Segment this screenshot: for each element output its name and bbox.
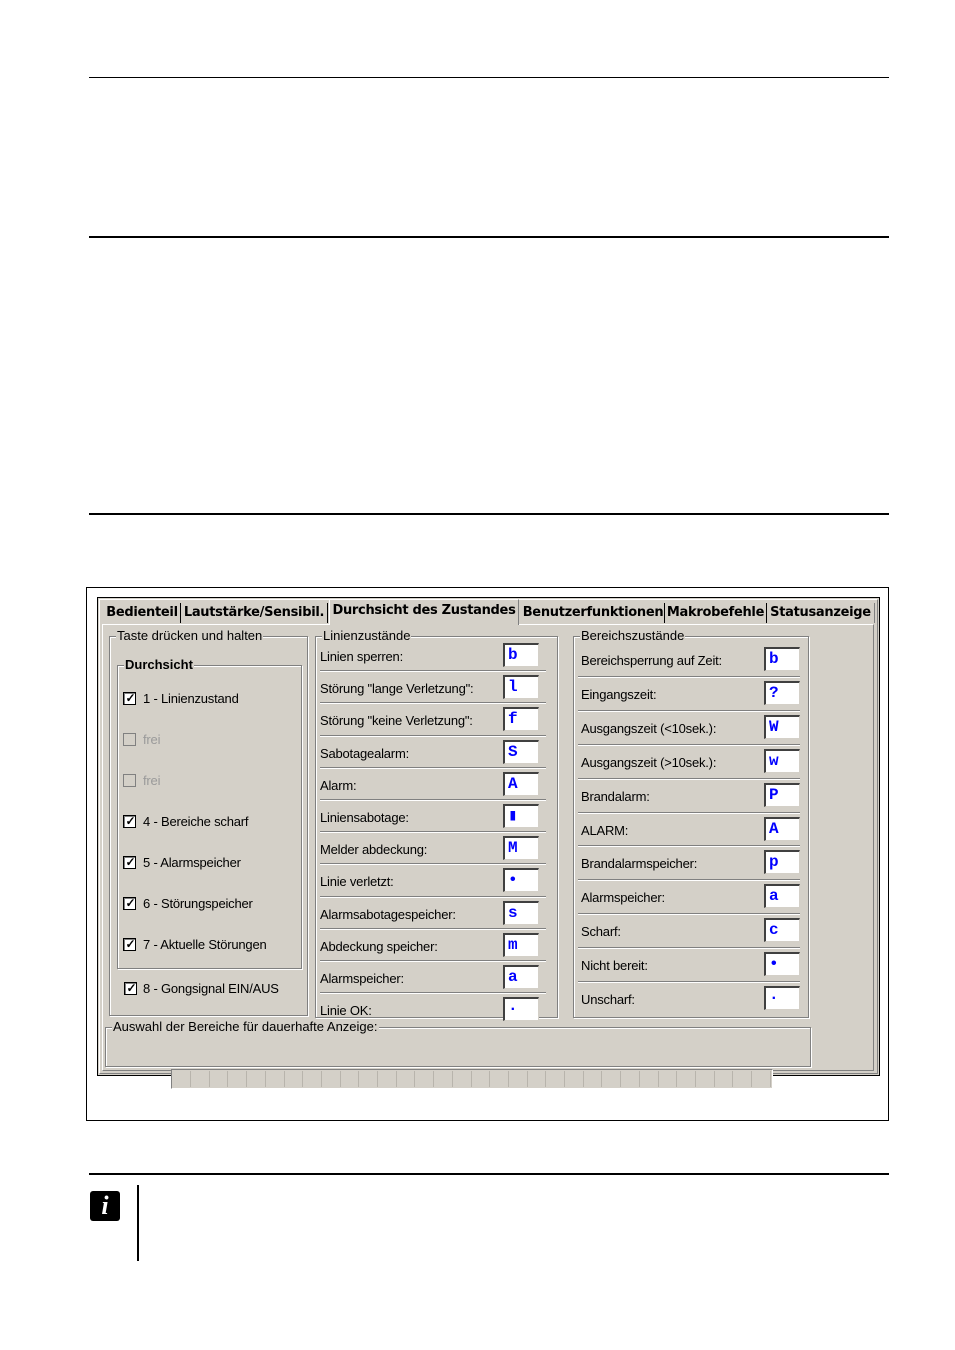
- checkbox-durchsicht-label: 1 - Linienzustand: [143, 691, 239, 706]
- group-durchsicht: [117, 657, 302, 969]
- status-symbol-field[interactable]: ▮: [503, 804, 539, 828]
- row-separator: [320, 799, 546, 801]
- bereich-cell[interactable]: [697, 1071, 715, 1087]
- status-symbol-field[interactable]: b: [764, 647, 800, 671]
- status-label: Ausgangszeit (>10sek.):: [581, 754, 717, 770]
- bereich-cell[interactable]: [622, 1071, 640, 1087]
- status-label: Bereichsperrung auf Zeit:: [581, 653, 722, 668]
- status-label: Störung "lange Verletzung":: [320, 681, 474, 697]
- bereich-cell[interactable]: [248, 1071, 266, 1087]
- group-taste: [109, 628, 308, 1016]
- bereich-cell[interactable]: [603, 1071, 621, 1087]
- bereich-cell[interactable]: [192, 1071, 210, 1087]
- header-rule: [89, 77, 889, 78]
- group-bereichszustaende-label: Bereichszustände: [581, 628, 685, 643]
- row-separator: [578, 879, 800, 881]
- row-separator: [578, 676, 800, 678]
- status-symbol-field[interactable]: ·: [764, 986, 800, 1010]
- checkbox-durchsicht-label: 7 - Aktuelle Störungen: [143, 937, 267, 952]
- status-symbol-field[interactable]: M: [503, 836, 539, 860]
- bereich-cell[interactable]: [715, 1071, 733, 1087]
- bereich-cell[interactable]: [659, 1071, 677, 1087]
- status-label: Störung "keine Verletzung":: [320, 713, 473, 729]
- row-separator: [320, 831, 546, 833]
- status-label: Scharf:: [581, 924, 621, 940]
- status-label: Linie OK:: [320, 1003, 372, 1019]
- status-label: Eingangszeit:: [581, 686, 657, 702]
- row-separator: [578, 947, 800, 949]
- row-separator: [320, 928, 546, 930]
- checkbox-durchsicht[interactable]: [123, 897, 136, 910]
- checkbox-durchsicht-label: 5 - Alarmspeicher: [143, 855, 241, 870]
- status-label: Melder abdeckung:: [320, 842, 428, 858]
- checkbox-durchsicht[interactable]: [123, 938, 136, 951]
- bereich-cell[interactable]: [472, 1071, 490, 1087]
- row-separator: [578, 812, 800, 814]
- status-symbol-field[interactable]: S: [503, 740, 539, 764]
- note-vertical-line: [137, 1185, 139, 1261]
- checkbox-durchsicht-label: 6 - Störungspeicher: [143, 896, 253, 911]
- bereich-cell[interactable]: [584, 1071, 602, 1087]
- row-separator: [320, 896, 546, 898]
- tab-bar: [98, 598, 881, 624]
- row-separator: [320, 863, 546, 865]
- status-symbol-field[interactable]: •: [764, 952, 800, 976]
- bereich-cell[interactable]: [491, 1071, 509, 1087]
- status-symbol-field[interactable]: P: [764, 783, 800, 807]
- checkbox-gong[interactable]: [124, 982, 137, 995]
- bereich-cell[interactable]: [397, 1071, 415, 1087]
- row-separator: [320, 670, 546, 672]
- status-symbol-field[interactable]: a: [764, 884, 800, 908]
- bereich-cell[interactable]: [210, 1071, 228, 1087]
- status-label: Abdeckung speicher:: [320, 938, 438, 954]
- tab-lautstaerke[interactable]: Lautstärke/Sensibil.: [181, 603, 328, 623]
- checkbox-durchsicht-label: 4 - Bereiche scharf: [143, 814, 249, 829]
- status-label: Liniensabotage:: [320, 810, 409, 825]
- bereich-cell[interactable]: [454, 1071, 472, 1087]
- bereich-cell[interactable]: [285, 1071, 303, 1087]
- check-mark-icon: ✓: [125, 814, 136, 828]
- status-label: Linie verletzt:: [320, 874, 394, 890]
- status-label: Unscharf:: [581, 992, 635, 1007]
- bereich-cell[interactable]: [678, 1071, 696, 1087]
- status-label: Ausgangszeit (<10sek.):: [581, 720, 717, 736]
- bereich-cell[interactable]: [510, 1071, 528, 1087]
- row-separator: [320, 702, 546, 704]
- bereich-cell[interactable]: [753, 1071, 771, 1087]
- bereich-cell[interactable]: [435, 1071, 453, 1087]
- checkbox-durchsicht: [123, 733, 136, 746]
- bereich-cell[interactable]: [528, 1071, 546, 1087]
- status-symbol-field[interactable]: •: [503, 868, 539, 892]
- tab-benutzerfunktionen[interactable]: Benutzerfunktionen: [522, 603, 665, 623]
- status-symbol-field[interactable]: A: [764, 817, 800, 841]
- bereich-cell[interactable]: [304, 1071, 322, 1087]
- bereich-cell[interactable]: [267, 1071, 285, 1087]
- group-taste-label: Taste drücken und halten: [117, 628, 263, 643]
- section-rule-1: [89, 236, 889, 238]
- bereich-cell[interactable]: [323, 1071, 341, 1087]
- status-symbol-field[interactable]: ?: [764, 681, 800, 705]
- checkbox-durchsicht[interactable]: [123, 692, 136, 705]
- status-label: Alarm:: [320, 777, 357, 793]
- group-durchsicht-label: Durchsicht: [125, 657, 193, 672]
- group-auswahl-label: Auswahl der Bereiche für dauerhafte Anzeige:: [113, 1019, 378, 1034]
- section-rule-2: [89, 513, 889, 515]
- status-symbol-field[interactable]: m: [503, 933, 539, 957]
- status-symbol-field[interactable]: w: [764, 749, 800, 773]
- bereich-cell[interactable]: [229, 1071, 247, 1087]
- bereich-cell[interactable]: [341, 1071, 359, 1087]
- status-symbol-field[interactable]: a: [503, 965, 539, 989]
- bereich-cell[interactable]: [566, 1071, 584, 1087]
- check-mark-icon: ✓: [125, 855, 136, 869]
- check-mark-icon: ✓: [126, 981, 137, 995]
- checkbox-durchsicht-label: frei: [143, 773, 161, 788]
- row-separator: [320, 735, 546, 737]
- status-symbol-field[interactable]: s: [503, 901, 539, 925]
- status-label: Brandalarmspeicher:: [581, 856, 698, 872]
- status-symbol-field[interactable]: p: [764, 850, 800, 874]
- group-bereichszustaende: [573, 628, 809, 1018]
- status-label: Brandalarm:: [581, 788, 650, 804]
- bereich-cell[interactable]: [416, 1071, 434, 1087]
- group-linienzustaende: [315, 628, 558, 1019]
- row-separator: [578, 913, 800, 915]
- bereich-cell[interactable]: [379, 1071, 397, 1087]
- tab-statusanzeige[interactable]: Statusanzeige: [767, 603, 875, 623]
- status-symbol-field[interactable]: l: [503, 675, 539, 699]
- status-symbol-field[interactable]: W: [764, 715, 800, 739]
- row-separator: [578, 845, 800, 847]
- row-separator: [578, 778, 800, 780]
- status-label: Sabotagealarm:: [320, 745, 409, 761]
- status-label: Alarmspeicher:: [581, 890, 665, 906]
- bereich-cell[interactable]: [734, 1071, 752, 1087]
- check-mark-icon: ✓: [125, 896, 136, 910]
- bereich-cell[interactable]: [547, 1071, 565, 1087]
- row-separator: [320, 992, 546, 994]
- status-label: ALARM:: [581, 822, 629, 838]
- tab-makrobefehle[interactable]: Makrobefehle: [665, 603, 767, 623]
- checkbox-durchsicht-label: frei: [143, 732, 161, 747]
- status-label: Linien sperren:: [320, 649, 403, 664]
- status-label: Nicht bereit:: [581, 958, 648, 974]
- status-symbol-field[interactable]: A: [503, 772, 539, 796]
- note-rule: [89, 1173, 889, 1175]
- checkbox-durchsicht[interactable]: [123, 856, 136, 869]
- bereich-cell[interactable]: [360, 1071, 378, 1087]
- check-mark-icon: ✓: [125, 691, 136, 705]
- bereich-cell[interactable]: [173, 1071, 191, 1087]
- row-separator: [320, 960, 546, 962]
- program-window: [97, 597, 880, 1076]
- tab-bedienteil[interactable]: Bedienteil: [104, 603, 181, 623]
- row-separator: [578, 710, 800, 712]
- tab-panel: [102, 624, 874, 1071]
- row-separator: [578, 981, 800, 983]
- status-symbol-field[interactable]: ·: [503, 997, 539, 1021]
- checkbox-durchsicht: [123, 774, 136, 787]
- status-label: Alarmspeicher:: [320, 971, 404, 986]
- status-symbol-field[interactable]: f: [503, 707, 539, 731]
- checkbox-gong-label: 8 - Gongsignal EIN/AUS: [143, 981, 279, 996]
- check-mark-icon: ✓: [125, 937, 136, 951]
- tab-durchsicht[interactable]: Durchsicht des Zustandes: [329, 599, 519, 625]
- group-auswahl: [105, 1019, 811, 1067]
- bereiche-selection-bar[interactable]: [171, 1069, 773, 1089]
- checkbox-durchsicht[interactable]: [123, 815, 136, 828]
- info-icon: i: [90, 1191, 120, 1221]
- row-separator: [578, 744, 800, 746]
- bereich-cell[interactable]: [641, 1071, 659, 1087]
- row-separator: [320, 767, 546, 769]
- status-symbol-field[interactable]: b: [503, 643, 539, 667]
- status-symbol-field[interactable]: c: [764, 918, 800, 942]
- group-linienzustaende-label: Linienzustände: [323, 628, 411, 643]
- status-label: Alarmsabotagespeicher:: [320, 906, 456, 922]
